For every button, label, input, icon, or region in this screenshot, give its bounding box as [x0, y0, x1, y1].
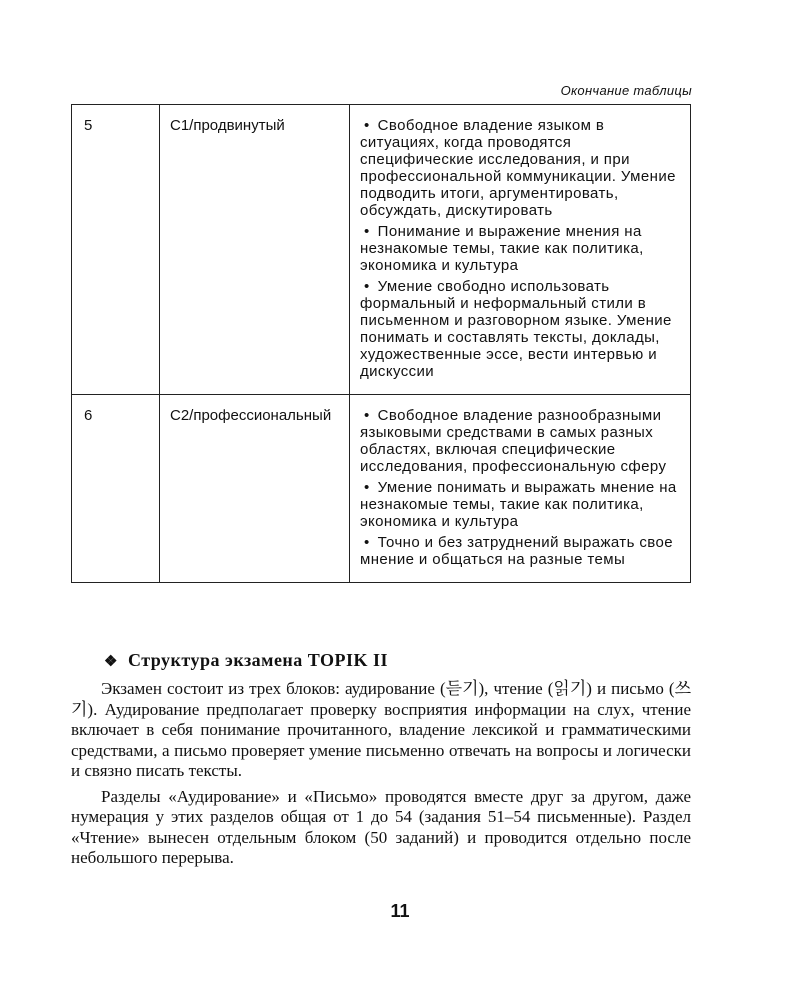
- level-description: [350, 395, 691, 583]
- proficiency-levels-table: [71, 104, 691, 583]
- bullet-icon: •: [364, 479, 370, 496]
- bullet-icon: •: [364, 534, 370, 551]
- bullet-icon: •: [364, 117, 370, 134]
- level-description: [350, 105, 691, 395]
- bullet-icon: •: [364, 223, 370, 240]
- level-number: 5: [72, 105, 160, 395]
- list-item: [360, 407, 680, 475]
- bullet-icon: •: [364, 278, 370, 295]
- bullet-icon: •: [364, 407, 370, 424]
- table-continuation-caption: Окончание таблицы: [560, 83, 692, 98]
- bullet-text: Точно и без затруднений выражать свое мнение и общаться на разные темы: [360, 534, 673, 568]
- list-item: [360, 223, 680, 274]
- table-row: [72, 395, 691, 583]
- paragraph: Экзамен состоит из трех блоков: аудирование (듣기), чтение (읽기) и письмо (쓰기). Аудирование предполагает проверку восприятия информации на слух, чтение включает в себя понимание прочитанного, владение лексикой и грамматическими средствами, а письмо проверяет умение письменно отвечать на вопросы и логически и связно писать тексты.: [71, 679, 691, 780]
- paragraph: Разделы «Аудирование» и «Письмо» проводятся вместе друг за другом, даже нумерация у этих разделов общая от 1 до 54 (задания 51–54 письменные). Раздел «Чтение» вынесен отдельным блоком (50 заданий) и проводится отдельно после небольшого перерыва.: [71, 786, 691, 867]
- list-item: [360, 479, 680, 530]
- diamond-bullet-icon: ❖: [104, 654, 118, 670]
- bullet-text: Умение понимать и выражать мнение на незнакомые темы, такие как политика, экономика и культура: [360, 479, 677, 530]
- list-item: [360, 117, 680, 219]
- list-item: [360, 534, 680, 568]
- bullet-text: Умение свободно использовать формальный и неформальный стили в письменном и разговорном языке. Умение понимать и составлять тексты, доклады, художественные эссе, вести интервью и дискуссии: [360, 278, 672, 380]
- list-item: [360, 278, 680, 380]
- level-name: C1/продвинутый: [160, 105, 350, 395]
- section-body: [71, 679, 691, 874]
- bullet-text: Свободное владение языком в ситуациях, когда проводятся специфические исследования, и при профессиональной коммуникации. Умение подводить итоги, аргументировать, обсуждать, дискутировать: [360, 117, 676, 219]
- level-name: C2/профессиональный: [160, 395, 350, 583]
- section-heading: [104, 650, 388, 671]
- bullet-text: Понимание и выражение мнения на незнакомые темы, такие как политика, экономика и культура: [360, 223, 644, 274]
- page-number: 11: [390, 901, 410, 921]
- table-row: [72, 105, 691, 395]
- level-number: 6: [72, 395, 160, 583]
- section-title: Структура экзамена TOPIK II: [127, 650, 388, 670]
- bullet-text: Свободное владение разнообразными языковыми средствами в самых разных областях, включая специфические исследования, профессиональную сферу: [360, 407, 667, 475]
